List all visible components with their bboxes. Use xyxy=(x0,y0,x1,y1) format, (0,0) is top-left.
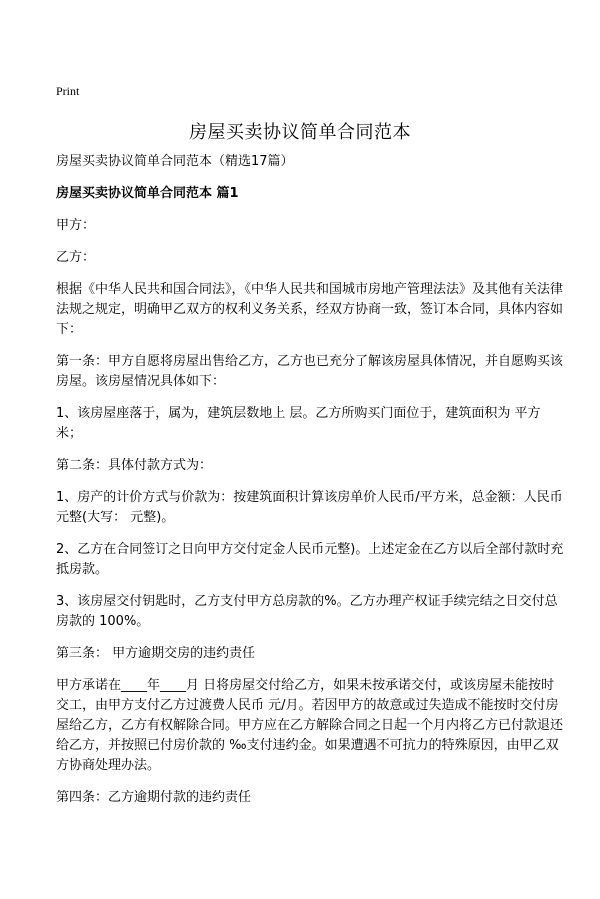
intro-paragraph: 根据《中华人民共和国合同法》，《中华人民共和国城市房地产管理法法》及其他有关法律法规之规定，明确甲乙双方的权利义务关系，经双方协商一致，签订本合同，具体内容如下： xyxy=(56,282,564,337)
article-1-item-1: 1、该房屋座落于，属为，建筑层数地上 层。乙方所购买门面位于，建筑面积为 平方米； xyxy=(56,406,541,441)
article-2-item-3: 3、该房屋交付钥匙时，乙方支付甲方总房款的%。乙方办理产权证手续完结之日交付总房款的 100%。 xyxy=(56,594,558,629)
article-1: 第一条：甲方自愿将房屋出售给乙方，乙方也已充分了解该房屋具体情况，并自愿购买该房屋。该房屋情况具体如下： xyxy=(56,354,564,389)
article-3: 第三条： 甲方逾期交房的违约责任 xyxy=(56,646,256,661)
document-body xyxy=(56,152,566,820)
page-title: 房屋买卖协议简单合同范本 xyxy=(189,122,411,143)
party-b-line: 乙方： xyxy=(56,250,96,265)
article-2-item-1: 1、房产的计价方式与价款为：按建筑面积计算该房单价人民币/平方米，总金额：人民币 元整(大写： 元整)。 xyxy=(56,490,563,525)
print-link[interactable]: Print xyxy=(56,84,80,98)
article-2-item-2: 2、乙方在合同签订之日向甲方交付定金人民币元整)。上述定金在乙方以后全部付款时充抵房款。 xyxy=(56,542,564,577)
article-4: 第四条：乙方逾期付款的违约责任 xyxy=(56,790,252,805)
article-2: 第二条：具体付款方式为： xyxy=(56,458,213,473)
subtitle: 房屋买卖协议简单合同范本（精选17篇） xyxy=(56,154,294,169)
party-a-line: 甲方： xyxy=(56,218,96,233)
section-heading: 房屋买卖协议简单合同范本 篇1 xyxy=(56,186,239,201)
article-3-body: 甲方承诺在____年____月 日将房屋交付给乙方，如果未按承诺交付，或该房屋未能按时交工，由甲方支付乙方过渡费人民币 元/月。若因甲方的故意或过失造成不能按时交付房屋给乙方，乙方有权解除合同。甲方应在乙方解除合同之日起一个月内将乙方已付款退还给乙方，并按照已付房价款的 ‰支付违约金。如果遭遇不可抗力的特殊原因，由甲乙双方协商处理办法。 xyxy=(56,678,564,773)
